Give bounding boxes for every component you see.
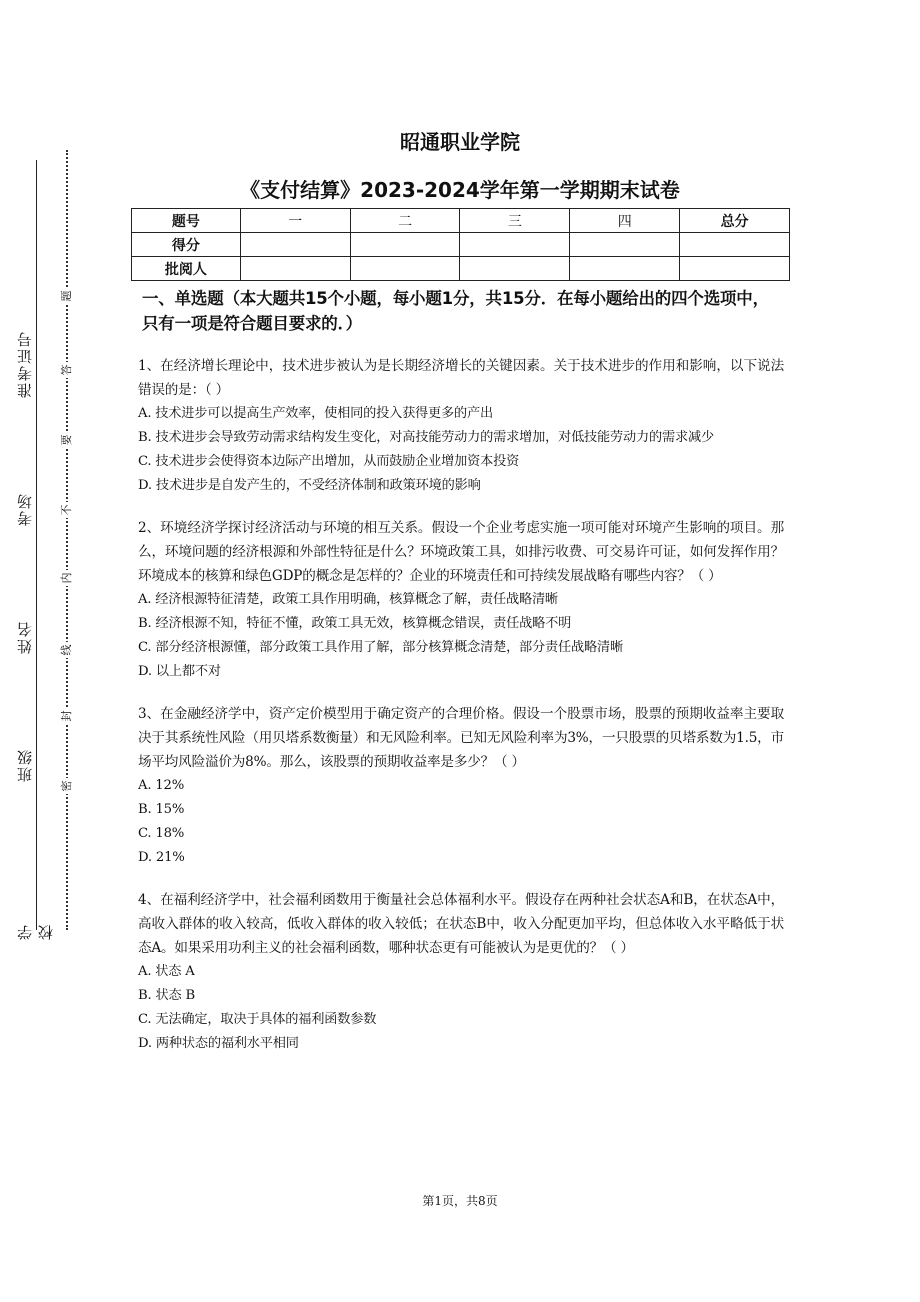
field-exam-room: 考场 [16,492,34,526]
question-stem: 1、在经济增长理论中，技术进步被认为是长期经济增长的关键因素。关于技术进步的作用和影响，以下说法错误的是：（ ） [138,358,784,398]
score-cell: 三 [460,209,570,233]
question-stem: 2、环境经济学探讨经济活动与环境的相互关系。假设一个企业考虑实施一项可能对环境产生影响的项目。那么，环境问题的经济根源和外部性特征是什么？环境政策工具，如排污收费、可交易许可证，如何发挥作用？环境成本的核算和绿色GDP的概念是怎样的？企业的环境责任和可持续发展战略有哪些内容？（ ） [138,520,784,584]
seal-char: 要 [56,432,76,448]
question-stem: 3、在金融经济学中，资产定价模型用于确定资产的合理价格。假设一个股票市场，股票的预期收益率主要取决于其系统性风险（用贝塔系数衡量）和无风险利率。已知无风险利率为3%，一只股票的贝塔系数为1.5，市场平均风险溢价为8%。那么，该股票的预期收益率是多少？（ ） [138,706,784,770]
question-option: A. 状态 A [138,964,195,979]
question [138,702,784,870]
score-cell [570,257,680,281]
question-option: B. 技术进步会导致劳动需求结构发生变化，对高技能劳动力的需求增加，对低技能劳动力的需求减少 [138,430,714,445]
question-option: B. 状态 B [138,988,195,1003]
field-class: 班级 [16,748,34,782]
question [138,888,784,1056]
seal-char: 答 [56,362,76,378]
score-cell: 一 [240,209,350,233]
question-option: B. 经济根源不知，特征不懂，政策工具无效，核算概念错误，责任战略不明 [138,616,572,631]
question-option: C. 技术进步会使得资本边际产出增加，从而鼓励企业增加资本投资 [138,454,520,469]
score-cell [240,257,350,281]
score-cell [680,233,790,257]
question [138,354,784,498]
score-table-row [132,233,790,257]
question-option: A. 12% [138,778,185,793]
page-number: 第1页，共8页 [422,1194,498,1208]
seal-dotted-line [66,150,68,930]
score-cell [570,233,680,257]
score-table-row [132,257,790,281]
school-name: 昭通职业学院 [400,130,520,154]
field-exam-number: 准考证号 [16,330,34,398]
score-cell [460,233,570,257]
field-school: 学校 [16,923,55,940]
question-option: B. 15% [138,802,185,817]
question-option: D. 两种状态的福利水平相同 [138,1036,299,1051]
question-option: D. 以上都不对 [138,664,221,679]
binding-margin [0,140,80,940]
exam-title: 《支付结算》2023-2024学年第一学期期末试卷 [240,178,680,202]
seal-char: 封 [56,708,76,724]
seal-char: 密 [56,778,76,794]
question-option: A. 技术进步可以提高生产效率，使相同的投入获得更多的产出 [138,406,493,421]
question-option: D. 技术进步是自发产生的，不受经济体制和政策环境的影响 [138,478,481,493]
question [138,516,784,684]
seal-char: 不 [56,502,76,518]
question-option: C. 无法确定，取决于具体的福利函数参数 [138,1012,377,1027]
question-option: A. 经济根源特征清楚，政策工具作用明确，核算概念了解，责任战略清晰 [138,592,558,607]
seal-char: 题 [56,288,76,304]
seal-char: 内 [56,570,76,586]
score-cell: 批阅人 [132,257,241,281]
score-cell: 得分 [132,233,241,257]
binding-solid-line [36,160,37,930]
score-cell [680,257,790,281]
score-cell [240,233,350,257]
section-heading: 一、单选题（本大题共15个小题，每小题1分，共15分．在每小题给出的四个选项中，只有一项是符合题目要求的．） [142,289,769,333]
score-cell [350,257,460,281]
score-cell: 题号 [132,209,241,233]
score-cell [460,257,570,281]
score-cell [350,233,460,257]
question-option: C. 部分经济根源懂，部分政策工具作用了解，部分核算概念清楚，部分责任战略清晰 [138,640,623,655]
score-cell: 二 [350,209,460,233]
score-cell: 四 [570,209,680,233]
seal-char: 线 [56,642,76,658]
question-option: C. 18% [138,826,185,841]
score-cell: 总分 [680,209,790,233]
field-name: 姓名 [16,620,34,654]
question-stem: 4、在福利经济学中，社会福利函数用于衡量社会总体福利水平。假设存在两种社会状态A和B，在状态A中，高收入群体的收入较高，低收入群体的收入较低；在状态B中，收入分配更加平均，但总体收入水平略低于状态A。如果采用功利主义的社会福利函数，哪种状态更有可能被认为是更优的？（ ） [138,892,784,956]
question-option: D. 21% [138,850,185,865]
score-table [131,208,790,281]
exam-content [138,286,784,1056]
score-table-header-row [132,209,790,233]
